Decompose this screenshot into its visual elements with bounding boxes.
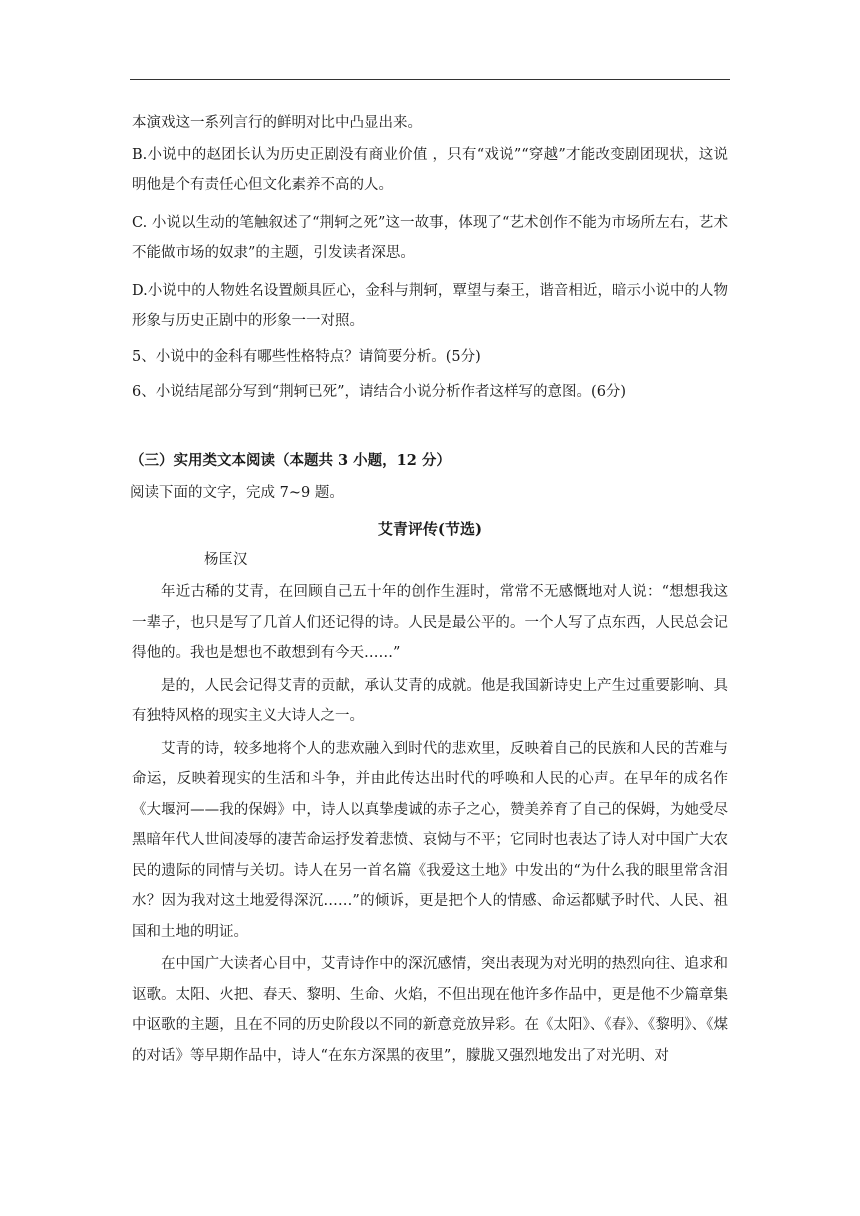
article-body	[132, 577, 728, 1071]
article-author: 杨匡汉	[204, 552, 248, 568]
section-heading: （三）实用类文本阅读（本题共 3 小题，12 分）	[130, 452, 451, 469]
option-c	[132, 208, 728, 268]
section-instruction: 阅读下面的文字，完成 7~9 题。	[130, 485, 344, 501]
article-paragraph-3: 艾青的诗，较多地将个人的悲欢融入到时代的悲欢里，反映着自己的民族和人民的苦难与命运，反映着现实的生活和斗争，并由此传达出时代的呼唤和人民的心声。在早年的成名作《大堰河——我的保姆》中，诗人以真挚虔诚的赤子之心，赞美养育了自己的保姆，为她受尽黑暗年代人世间凌辱的凄苦命运抒发着悲愤、哀恸与不平；它同时也表达了诗人对中国广大农民的遗际的同情与关切。诗人在另一首名篇《我爱这土地》中发出的“为什么我的眼里常含泪水？因为我对这土地爱得深沉……”的倾诉，更是把个人的情感、命运都赋予时代、人民、祖国和土地的明证。	[132, 740, 728, 940]
option-d-text: D.小说中的人物姓名设置颇具匠心，金科与荆轲，覃望与秦王，谐音相近，暗示小说中的人物形象与历史正剧中的形象一一对照。	[132, 283, 728, 329]
option-b	[132, 140, 728, 200]
article-paragraph-4: 在中国广大读者心目中，艾青诗作中的深沉感情，突出表现为对光明的热烈向往、追求和讴歌。太阳、火把、春天、黎明、生命、火焰，不但出现在他许多作品中，更是他不少篇章集中讴歌的主题，且在不同的历史阶段以不同的新意竞放异彩。在《太阳》、《春》、《黎明》、《煤的对话》等早期作品中，诗人“在东方深黑的夜里”，朦胧又强烈地发出了对光明、对	[132, 956, 728, 1064]
option-b-text: B.小说中的赵团长认为历史正剧没有商业价值 ，只有“戏说”“穿越”才能改变剧团现状，这说明他是个有责任心但文化素养不高的人。	[132, 147, 728, 193]
option-a-tail: 本演戏这一系列言行的鲜明对比中凸显出来。	[132, 115, 422, 131]
header-rule	[130, 79, 730, 80]
question-6: 6、小说结尾部分写到“荆轲已死”，请结合小说分析作者这样写的意图。(6分)	[132, 384, 627, 400]
option-d	[132, 276, 728, 336]
option-c-text: C. 小说以生动的笔触叙述了“荆轲之死”这一故事，体现了“艺术创作不能为市场所左右，艺术不能做市场的奴隶”的主题，引发读者深思。	[132, 215, 728, 261]
article-paragraph-2: 是的，人民会记得艾青的贡献，承认艾青的成就。他是我国新诗史上产生过重要影响、具有独特风格的现实主义大诗人之一。	[132, 677, 728, 724]
question-5: 5、小说中的金科有哪些性格特点？请简要分析。(5分)	[132, 349, 481, 365]
article-paragraph-1: 年近古稀的艾青，在回顾自己五十年的创作生涯时，常常不无感慨地对人说：“想想我这一辈子，也只是写了几首人们还记得的诗。人民是最公平的。一个人写了点东西，人民总会记得他的。我也是想也不敢想到有今天……”	[132, 584, 728, 661]
article-title: 艾青评传(节选)	[377, 520, 483, 538]
